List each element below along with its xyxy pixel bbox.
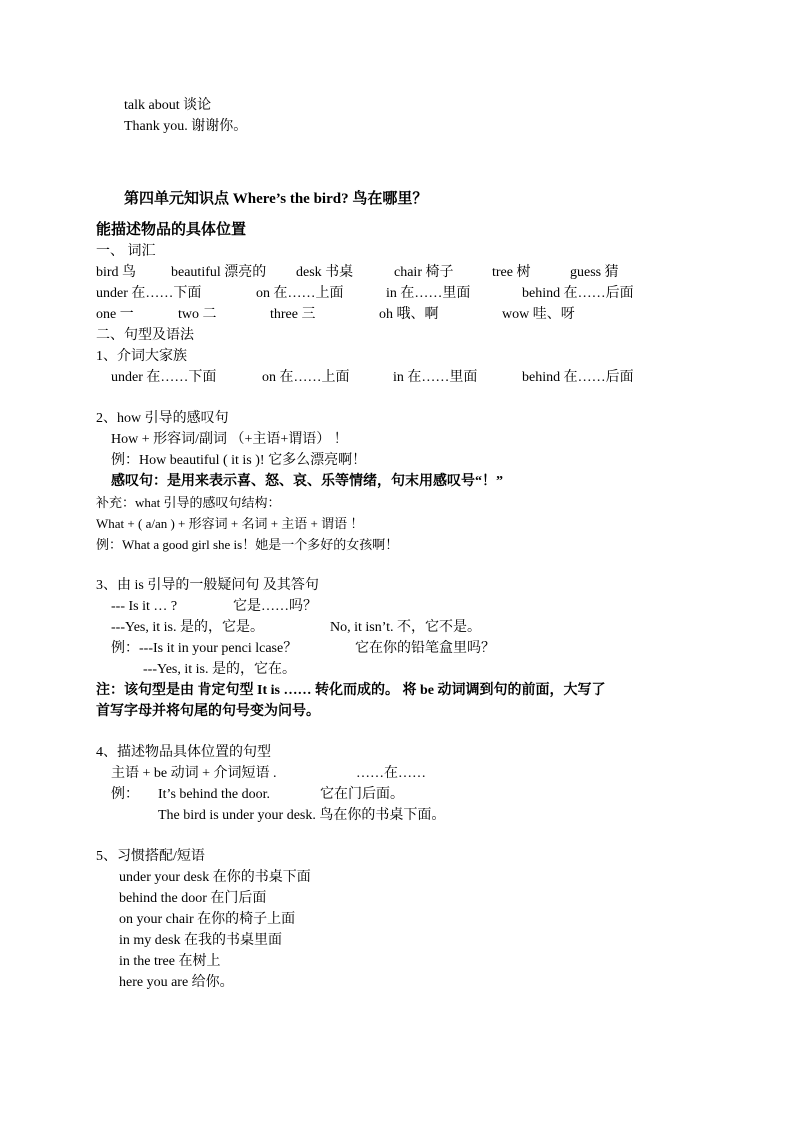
s3-title: 3、由 is 引导的一般疑问句 及其答句: [96, 578, 319, 593]
s5-title: 5、习惯搭配/短语: [96, 849, 205, 864]
s4-example-2: The bird is under your desk. 鸟在你的书桌下面。: [158, 808, 446, 823]
phrase-talk-about: talk about 谈论: [124, 98, 212, 113]
vocab-word: in 在……里面: [386, 286, 471, 301]
s3-example-question-cn: 它在你的铅笔盒里吗？: [355, 641, 495, 656]
vocab-word: under 在……下面: [96, 286, 202, 301]
vocab-word: chair 椅子: [394, 265, 454, 280]
s2-title: 2、how 引导的感叹句: [96, 411, 229, 426]
vocab-word: beautiful 漂亮的: [171, 265, 267, 280]
vocab-word: behind 在……后面: [522, 286, 634, 301]
preposition-item: in 在……里面: [393, 370, 478, 385]
vocab-section-title: 一、 词汇: [96, 244, 156, 259]
s3-answer-yes: ---Yes, it is. 是的，它是。: [111, 620, 264, 635]
unit-title: 第四单元知识点 Where’s the bird? 鸟在哪里？: [124, 191, 428, 207]
s4-example-1: It’s behind the door.: [158, 787, 270, 802]
s2-supplement: 补充：what 引导的感叹句结构：: [96, 495, 281, 510]
phrase-item: in my desk 在我的书桌里面: [119, 933, 282, 948]
vocab-word: one 一: [96, 307, 134, 322]
vocab-word: bird 鸟: [96, 265, 137, 280]
phrase-item: under your desk 在你的书桌下面: [119, 870, 311, 885]
s4-example-1-cn: 它在门后面。: [320, 787, 404, 802]
s4-formula: 主语 + be 动词 + 介词短语 .: [111, 766, 277, 781]
vocab-word: oh 哦、啊: [379, 307, 439, 322]
phrase-item: here you are 给你。: [119, 975, 234, 990]
s3-answer-no: No, it isn’t. 不，它不是。: [330, 620, 482, 635]
vocab-word: wow 哇、呀: [502, 307, 575, 322]
s3-question-cn: 它是……吗？: [233, 599, 317, 614]
s2-what-formula: What + ( a/an ) + 形容词 + 名词 + 主语 + 谓语 ！: [96, 516, 364, 531]
phrase-item: on your chair 在你的椅子上面: [119, 912, 296, 927]
s3-answer-row: [111, 619, 711, 637]
s2-example: 例：How beautiful ( it is )! 它多么漂亮啊！: [111, 453, 367, 468]
vocab-row-2: [96, 285, 696, 303]
s3-example-row: [111, 640, 711, 658]
s4-title: 4、描述物品具体位置的句型: [96, 745, 271, 760]
phrase-item: in the tree 在树上: [119, 954, 221, 969]
s1-title: 1、介词大家族: [96, 349, 187, 364]
vocab-word: guess 猜: [570, 265, 619, 280]
vocab-word: desk 书桌: [296, 265, 354, 280]
preposition-item: behind 在……后面: [522, 370, 634, 385]
s2-note: 感叹句：是用来表示喜、怒、哀、乐等情绪，句末用感叹号“！”: [111, 474, 503, 489]
s3-question: --- Is it … ?: [111, 599, 178, 614]
s1-prepositions: [111, 369, 711, 387]
s3-question-row: [111, 598, 711, 616]
unit-goal: 能描述物品的具体位置: [96, 222, 247, 238]
vocab-row-3: [96, 306, 696, 324]
s3-note-line-2: 首写字母并将句尾的句号变为问号。: [96, 704, 320, 719]
s4-example-row-1: [111, 786, 711, 804]
phrase-item: behind the door 在门后面: [119, 891, 267, 906]
s3-example-question: 例：---Is it in your penci lcase？: [111, 641, 298, 656]
preposition-item: under 在……下面: [111, 370, 217, 385]
vocab-word: tree 树: [492, 265, 531, 280]
s3-example-answer: ---Yes, it is. 是的，它在。: [143, 662, 296, 677]
vocab-word: on 在……上面: [256, 286, 344, 301]
s4-formula-cn: ……在……: [356, 766, 426, 781]
phrase-thank-you: Thank you. 谢谢你。: [124, 119, 248, 134]
s2-what-example: 例：What a good girl she is！她是一个多好的女孩啊！: [96, 537, 399, 552]
vocab-word: three 三: [270, 307, 316, 322]
preposition-item: on 在……上面: [262, 370, 350, 385]
vocab-word: two 二: [178, 307, 217, 322]
s4-example-label: 例：: [111, 787, 139, 802]
s3-note-line-1: 注：该句型是由 肯定句型 It is …… 转化而成的。 将 be 动词调到句的前面，大写了: [96, 683, 606, 698]
s4-formula-row: [111, 765, 711, 783]
grammar-section-title: 二、句型及语法: [96, 328, 194, 343]
s2-formula: How + 形容词/副词 （+主语+谓语） ！: [111, 432, 348, 447]
vocab-row-1: [96, 264, 696, 282]
